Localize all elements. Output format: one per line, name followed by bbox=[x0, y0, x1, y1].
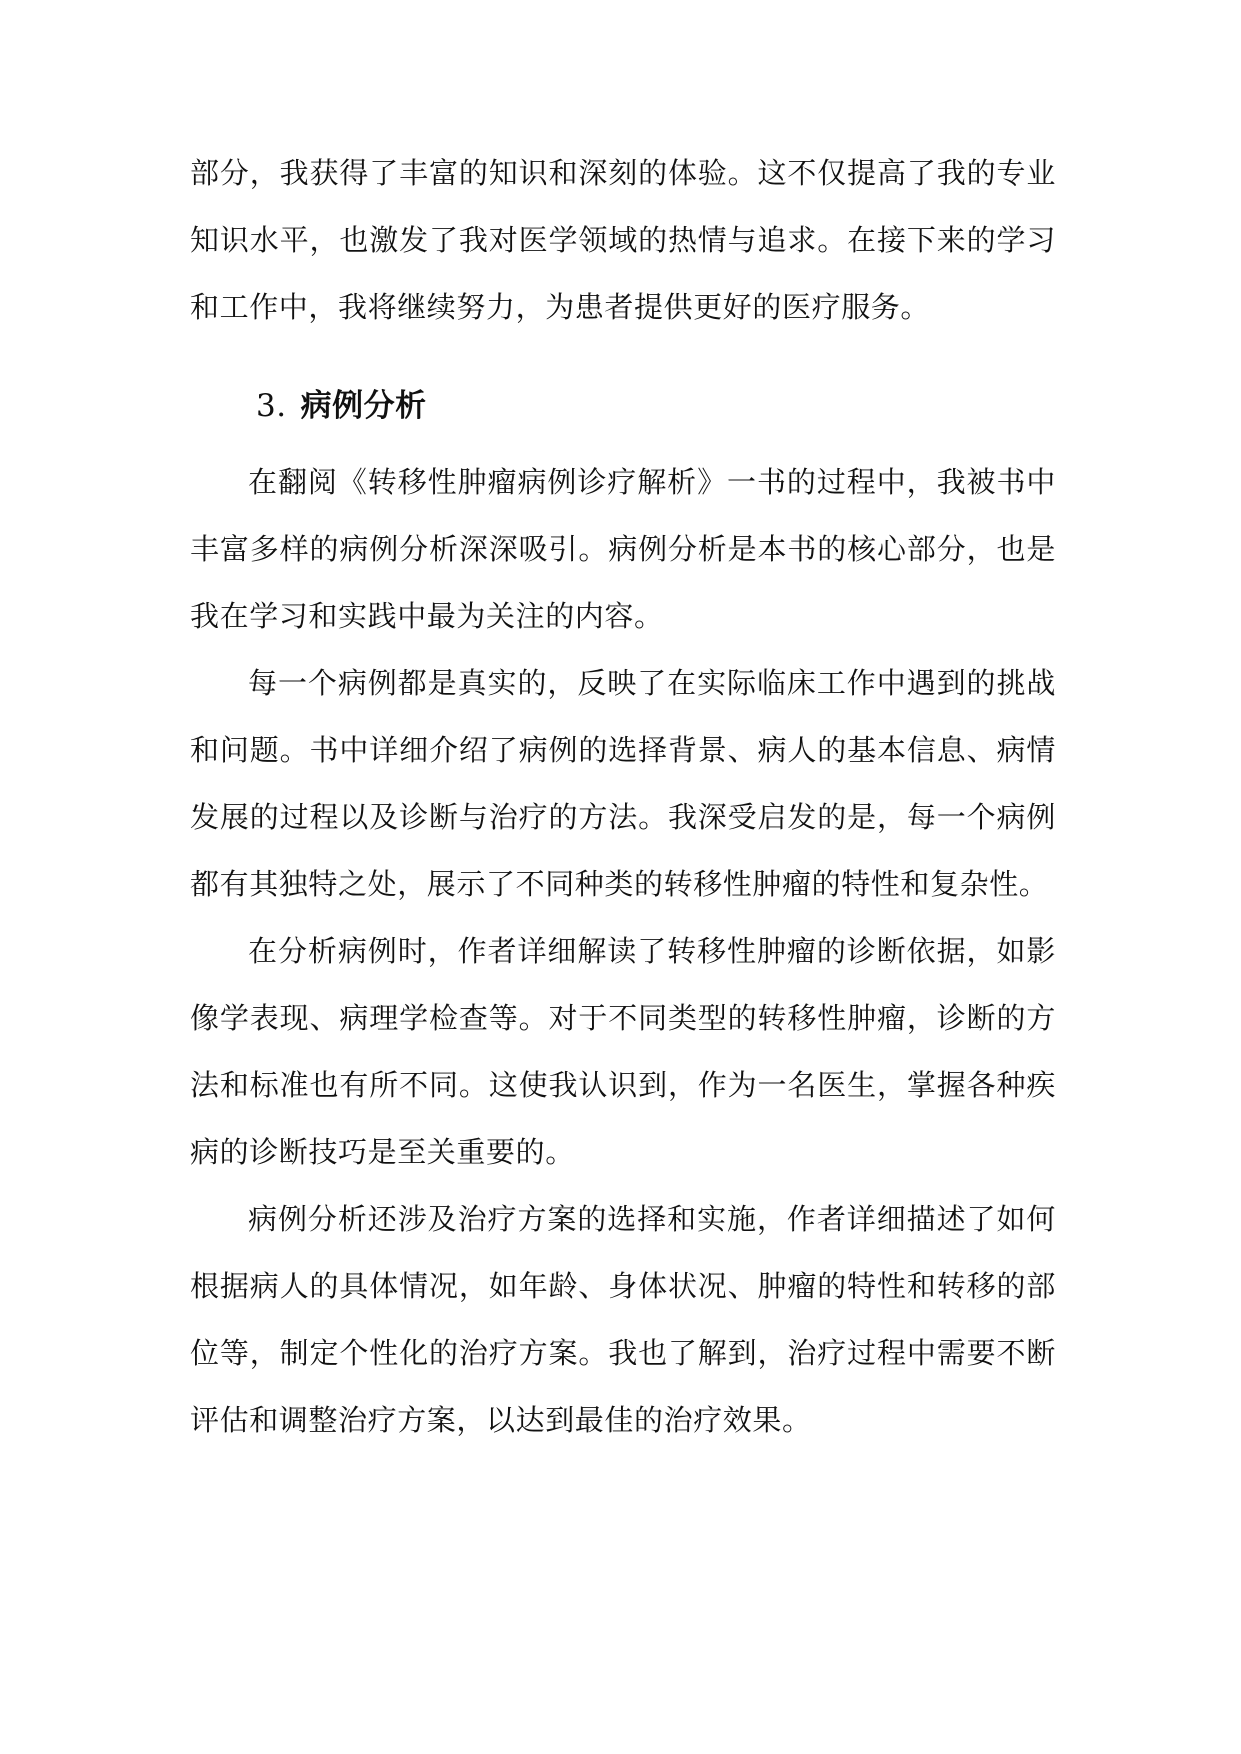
document-body bbox=[190, 140, 1056, 1454]
section-title: 病例分析 bbox=[300, 388, 427, 424]
section-heading bbox=[190, 373, 1056, 440]
intro-paragraph: 部分，我获得了丰富的知识和深刻的体验。这不仅提高了我的专业知识水平，也激发了我对医学领域的热情与追求。在接下来的学习和工作中，我将继续努力，为患者提供更好的医疗服务。 bbox=[190, 156, 1056, 324]
paragraph-1: 在翻阅《转移性肿瘤病例诊疗解析》一书的过程中，我被书中丰富多样的病例分析深深吸引。病例分析是本书的核心部分，也是我在学习和实践中最为关注的内容。 bbox=[190, 465, 1056, 633]
section-number: 3. bbox=[256, 388, 287, 424]
paragraph-3: 在分析病例时，作者详细解读了转移性肿瘤的诊断依据，如影像学表现、病理学检查等。对于不同类型的转移性肿瘤，诊断的方法和标准也有所不同。这使我认识到，作为一名医生，掌握各种疾病的诊断技巧是至关重要的。 bbox=[190, 934, 1056, 1169]
paragraph-2: 每一个病例都是真实的，反映了在实际临床工作中遇到的挑战和问题。书中详细介绍了病例的选择背景、病人的基本信息、病情发展的过程以及诊断与治疗的方法。我深受启发的是，每一个病例都有其独特之处，展示了不同种类的转移性肿瘤的特性和复杂性。 bbox=[190, 666, 1056, 901]
paragraph-4: 病例分析还涉及治疗方案的选择和实施，作者详细描述了如何根据病人的具体情况，如年龄、身体状况、肿瘤的特性和转移的部位等，制定个性化的治疗方案。我也了解到，治疗过程中需要不断评估和调整治疗方案，以达到最佳的治疗效果。 bbox=[190, 1202, 1056, 1437]
